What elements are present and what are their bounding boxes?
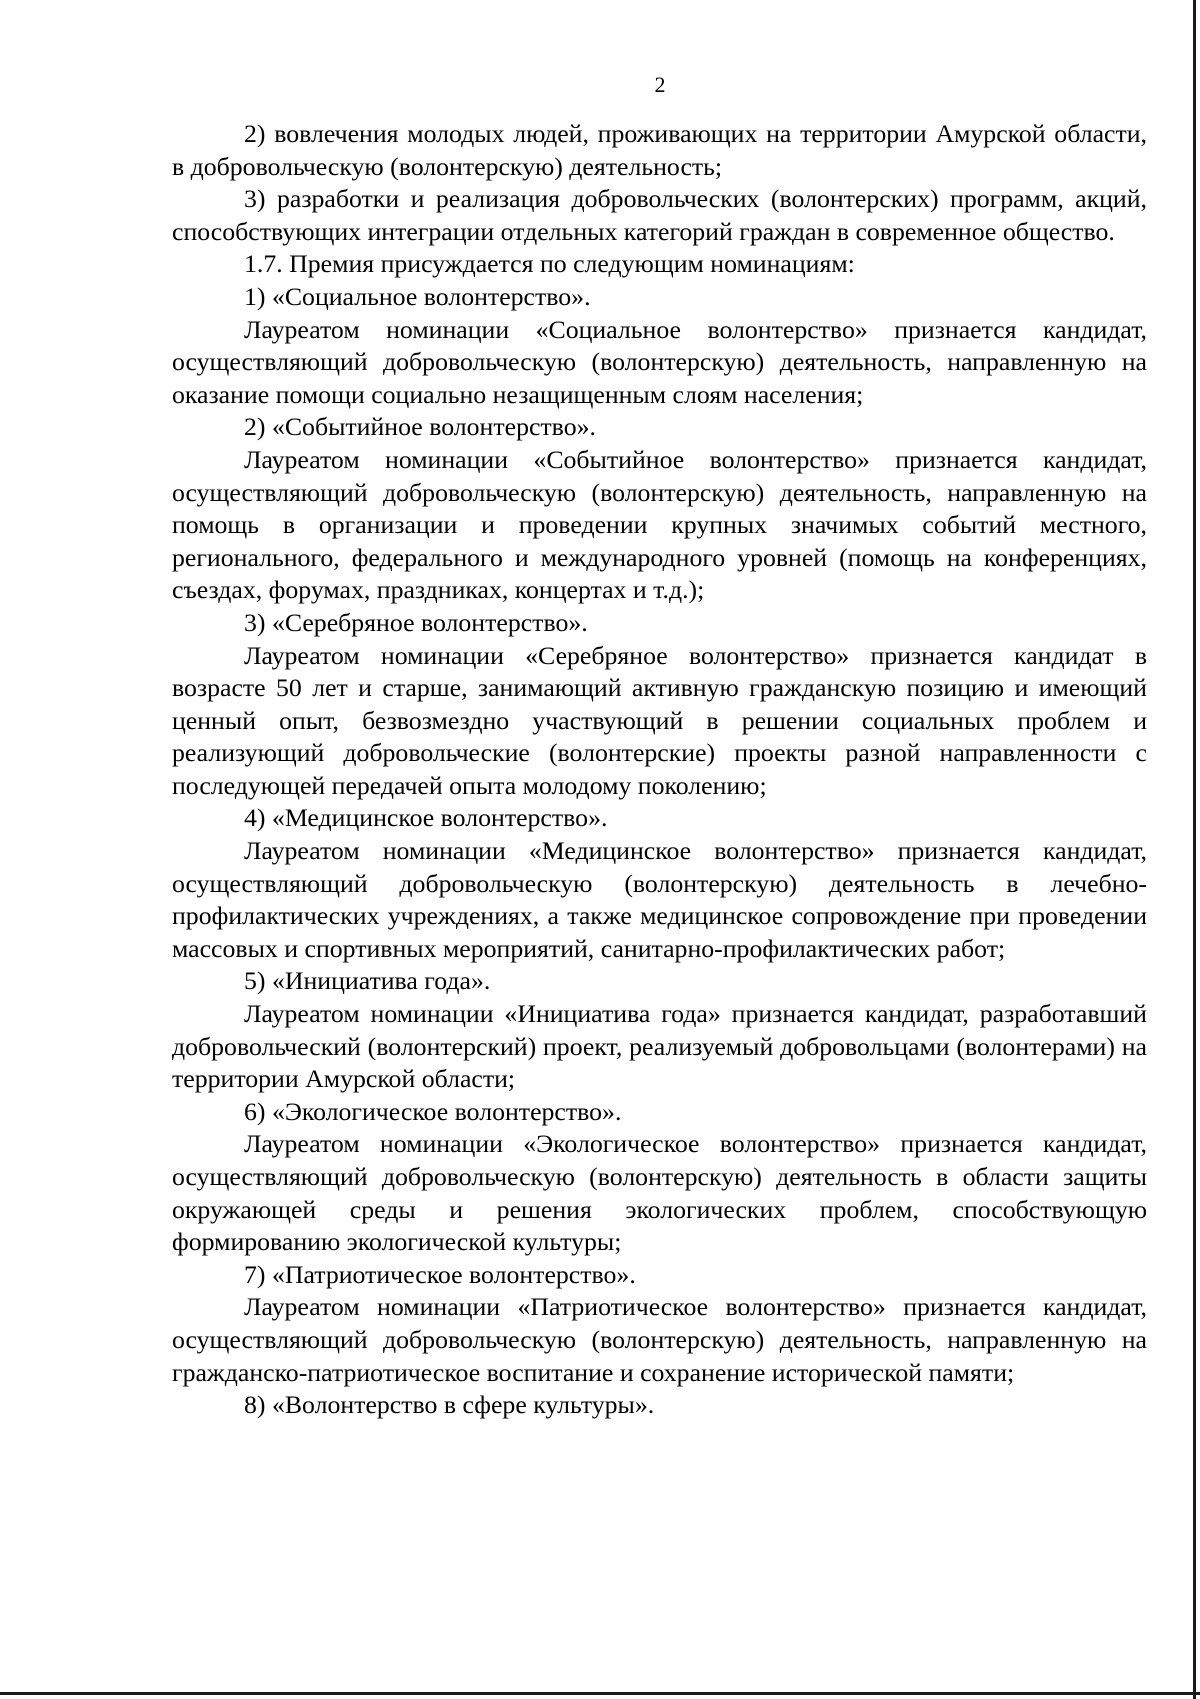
paragraph: 2) вовлечения молодых людей, проживающих на территории Амурской области, в добровольческую (волонтерскую) деятельность; (172, 119, 1147, 181)
paragraph: Лауреатом номинации «Событийное волонтерство» признается кандидат, осуществляющий добровольческую (волонтерскую) деятельность, направленную на помощь в организации и проведении крупных значимых событий местного, регионального, федерального и международного уровней (помощь на конференциях, съездах, форумах, праздниках, концертах и т.д.); (172, 444, 1147, 605)
paragraph: 4) «Медицинское волонтерство». (244, 803, 608, 833)
paragraph: 1) «Социальное волонтерство». (244, 281, 591, 311)
paragraph: 5) «Инициатива года». (244, 966, 491, 996)
scan-border-bottom (0, 1692, 1200, 1695)
paragraph: 6) «Экологическое волонтерство». (244, 1096, 622, 1126)
paragraph: Лауреатом номинации «Инициатива года» признается кандидат, разработавший добровольческий (волонтерский) проект, реализуемый добровольцами (волонтерами) на территории Амурской области; (172, 999, 1147, 1094)
paragraph: Лауреатом номинации «Экологическое волонтерство» признается кандидат, осуществляющий добровольческую (волонтерскую) деятельность в области защиты окружающей среды и решения экологических проблем, способствующую формированию экологической культуры; (172, 1129, 1147, 1257)
paragraph: 1.7. Премия присуждается по следующим номинациям: (244, 249, 855, 279)
paragraph: 3) «Серебряное волонтерство». (244, 607, 588, 637)
document-body (172, 118, 1147, 1422)
paragraph: 8) «Волонтерство в сфере культуры». (244, 1390, 655, 1420)
paragraph: 2) «Событийное волонтерство». (244, 412, 596, 442)
page-number: 2 (654, 72, 666, 97)
paragraph: Лауреатом номинации «Патриотическое волонтерство» признается кандидат, осуществляющий добровольческую (волонтерскую) деятельность, направленную на гражданско-патриотическое воспитание и сохранение исторической памяти; (172, 1292, 1147, 1387)
scan-border-right (1193, 0, 1196, 1699)
paragraph: 3) разработки и реализация добровольческих (волонтерских) программ, акций, способствующих интеграции отдельных категорий граждан в современное общество. (172, 184, 1147, 246)
paragraph: Лауреатом номинации «Медицинское волонтерство» признается кандидат, осуществляющий добровольческую (волонтерскую) деятельность в лечебно-профилактических учреждениях, а также медицинское сопровождение при проведении массовых и спортивных мероприятий, санитарно-профилактических работ; (172, 836, 1147, 963)
paragraph: Лауреатом номинации «Серебряное волонтерство» признается кандидат в возрасте 50 лет и старше, занимающий активную гражданскую позицию и имеющий ценный опыт, безвозмездно участвующий в решении социальных проблем и реализующий добровольческие (волонтерские) проекты разной направленности с последующей передачей опыта молодому поколению; (172, 640, 1147, 800)
paragraph: 7) «Патриотическое волонтерство». (244, 1259, 636, 1289)
paragraph: Лауреатом номинации «Социальное волонтерство» признается кандидат, осуществляющий добровольческую (волонтерскую) деятельность, направленную на оказание помощи социально незащищенным слоям населения; (172, 314, 1147, 409)
